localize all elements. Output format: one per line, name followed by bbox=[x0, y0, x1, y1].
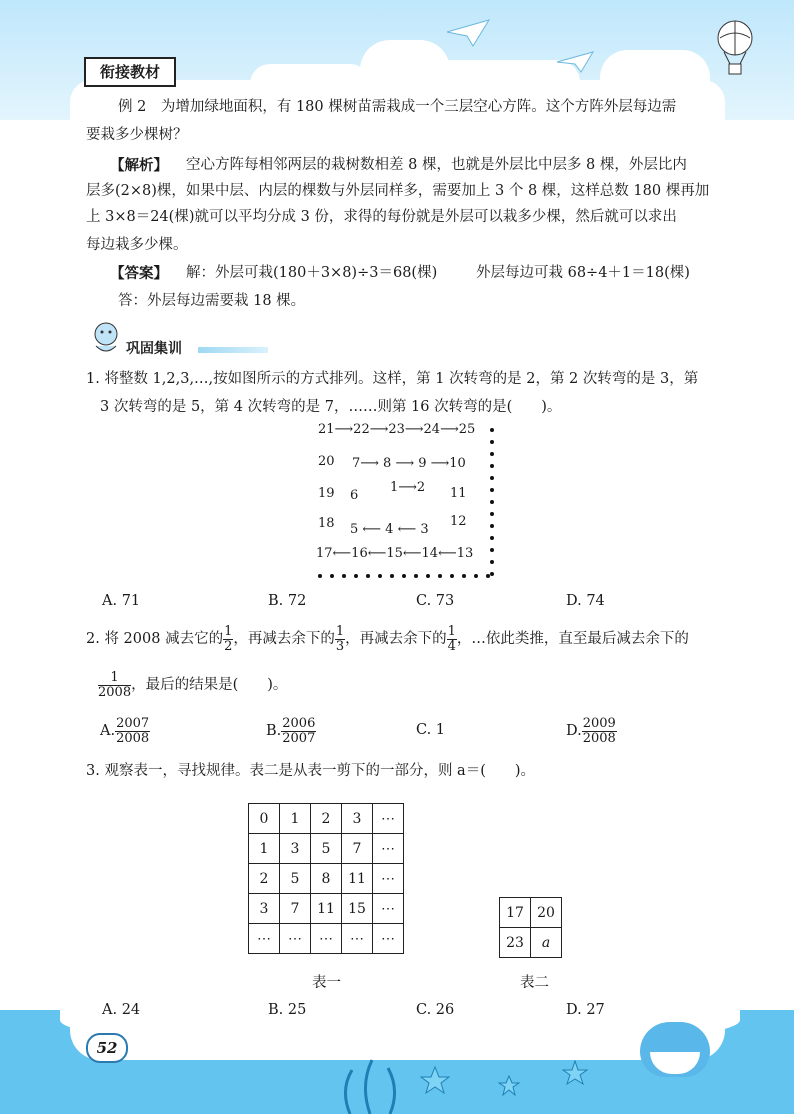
dot bbox=[490, 524, 494, 528]
answer-line: 外层每边可栽 68÷4＋1＝18(棵) bbox=[476, 265, 690, 281]
table-row bbox=[249, 894, 404, 924]
fraction-numerator: 1 bbox=[224, 623, 233, 639]
fraction bbox=[582, 717, 617, 746]
spiral-number: 18 bbox=[318, 516, 335, 531]
table-cell: 11 bbox=[311, 894, 342, 924]
table-cell: 0 bbox=[249, 804, 280, 834]
table-two bbox=[499, 897, 562, 958]
q2-text: ，再减去余下的 bbox=[233, 631, 335, 647]
dot bbox=[486, 574, 490, 578]
dot bbox=[330, 574, 334, 578]
q2-option[interactable] bbox=[566, 716, 617, 746]
table-cell: 2 bbox=[311, 804, 342, 834]
fraction-numerator: 2007 bbox=[116, 715, 150, 731]
q2-option[interactable] bbox=[100, 716, 150, 746]
table-cell: 3 bbox=[249, 894, 280, 924]
table-row bbox=[500, 898, 562, 928]
starfish-icon bbox=[562, 1060, 588, 1086]
q3-option[interactable]: C. 26 bbox=[416, 1002, 455, 1018]
dot bbox=[490, 488, 494, 492]
dot bbox=[438, 574, 442, 578]
section-underline bbox=[198, 347, 268, 353]
spiral-number: 19 bbox=[318, 486, 335, 501]
table-cell: ⋯ bbox=[373, 804, 404, 834]
dot bbox=[414, 574, 418, 578]
table-cell: 3 bbox=[342, 804, 373, 834]
dot bbox=[490, 464, 494, 468]
table-cell: 5 bbox=[311, 834, 342, 864]
dot bbox=[490, 428, 494, 432]
fraction-numerator: 1 bbox=[447, 623, 456, 639]
q2-text: ，…依此类推，直至最后减去余下的 bbox=[456, 631, 689, 647]
table-cell: 23 bbox=[500, 928, 531, 958]
example-line: 要栽多少棵树？ bbox=[86, 127, 188, 143]
table-cell: ⋯ bbox=[373, 834, 404, 864]
fraction-denominator: 2 bbox=[224, 638, 233, 654]
q2-text: ，再减去余下的 bbox=[345, 631, 447, 647]
question-1-line: 1. 将整数 1,2,3,…,按如图所示的方式排列。这样，第 1 次转弯的是 2，第 2 次转弯的是 3，第 bbox=[86, 371, 699, 387]
spiral-number: 12 bbox=[450, 514, 467, 529]
fraction-numerator: 1 bbox=[335, 623, 345, 639]
fraction-denominator: 4 bbox=[447, 638, 456, 654]
number-spiral bbox=[300, 418, 512, 588]
table-cell: ⋯ bbox=[373, 924, 404, 954]
fraction-denominator: 2008 bbox=[582, 730, 616, 746]
table-cell: 7 bbox=[342, 834, 373, 864]
fraction bbox=[223, 625, 233, 654]
table-row bbox=[249, 804, 404, 834]
dot bbox=[490, 476, 494, 480]
fraction-numerator: 2009 bbox=[582, 715, 616, 731]
table-row bbox=[249, 864, 404, 894]
q1-option[interactable]: C. 73 bbox=[416, 593, 455, 609]
q2-option[interactable]: C. 1 bbox=[416, 722, 446, 738]
table-cell: 5 bbox=[280, 864, 311, 894]
q2-text: ，最后的结果是( )。 bbox=[131, 677, 288, 693]
dot bbox=[490, 572, 494, 576]
dot bbox=[490, 500, 494, 504]
spiral-row: 7⟶ 8 ⟶ 9 ⟶10 bbox=[352, 456, 466, 471]
spiral-number: 11 bbox=[450, 486, 467, 501]
table-row bbox=[500, 928, 562, 958]
dot bbox=[390, 574, 394, 578]
paper-plane-icon bbox=[445, 18, 491, 48]
paper-plane-icon bbox=[555, 48, 595, 74]
spiral-row: 21⟶22⟶23⟶24⟶25 bbox=[318, 422, 476, 437]
question-2-line bbox=[98, 670, 287, 700]
question-1-line: 3 次转弯的是 5，第 4 次转弯的是 7，……则第 16 次转弯的是( )。 bbox=[100, 399, 562, 415]
table-one bbox=[248, 803, 404, 954]
fraction bbox=[281, 717, 316, 746]
analysis-label: 【解析】 bbox=[110, 157, 168, 174]
spiral-row: 5 ⟵ 4 ⟵ 3 bbox=[350, 522, 429, 537]
page-number: 52 bbox=[86, 1033, 128, 1063]
table-cell: ⋯ bbox=[311, 924, 342, 954]
answer-label: 【答案】 bbox=[110, 265, 168, 282]
spiral-row: 17⟵16⟵15⟵14⟵13 bbox=[316, 546, 474, 561]
table-cell: 20 bbox=[531, 898, 562, 928]
q1-option[interactable]: D. 74 bbox=[566, 593, 605, 609]
q1-option[interactable]: B. 72 bbox=[268, 593, 307, 609]
dot bbox=[354, 574, 358, 578]
analysis-line: 空心方阵每相邻两层的栽树数相差 8 棵，也就是外层比中层多 8 棵，外层比内 bbox=[186, 157, 687, 173]
dot bbox=[402, 574, 406, 578]
starfish-icon bbox=[498, 1075, 520, 1097]
answer-line: 解：外层可栽(180＋3×8)÷3＝68(棵) bbox=[186, 265, 438, 281]
table-cell: 2 bbox=[249, 864, 280, 894]
q3-option[interactable]: A. 24 bbox=[102, 1002, 141, 1018]
dot bbox=[490, 440, 494, 444]
dot bbox=[490, 560, 494, 564]
analysis-line: 上 3×8＝24(棵)就可以平均分成 3 份，求得的每份就是外层可以栽多少棵，然后就可以求出 bbox=[86, 209, 677, 225]
fraction bbox=[335, 625, 345, 654]
section-title: 巩固集训 bbox=[126, 341, 182, 357]
table-cell: ⋯ bbox=[249, 924, 280, 954]
fraction-numerator: 2006 bbox=[282, 715, 316, 731]
option-label: B. bbox=[266, 723, 282, 739]
fraction bbox=[115, 717, 150, 746]
table-cell: 1 bbox=[280, 804, 311, 834]
dot bbox=[490, 512, 494, 516]
q3-option[interactable]: B. 25 bbox=[268, 1002, 307, 1018]
q2-text: 2. 将 2008 减去它的 bbox=[86, 631, 224, 647]
table-cell: ⋯ bbox=[342, 924, 373, 954]
q1-option[interactable]: A. 71 bbox=[102, 593, 141, 609]
dot bbox=[462, 574, 466, 578]
dot bbox=[490, 536, 494, 540]
analysis-line: 层多(2×8)棵，如果中层、内层的棵数与外层同样多，需要加上 3 个 8 棵，这样总数 180 棵再加 bbox=[86, 183, 710, 199]
table-cell: ⋯ bbox=[280, 924, 311, 954]
table-cell: 15 bbox=[342, 894, 373, 924]
dot bbox=[450, 574, 454, 578]
option-label: A. bbox=[100, 723, 116, 739]
hot-air-balloon-icon bbox=[712, 18, 758, 78]
example-line: 例 2 为增加绿地面积，有 180 棵树苗需栽成一个三层空心方阵。这个方阵外层每边需 bbox=[118, 99, 677, 115]
fraction bbox=[447, 625, 457, 654]
table-cell: 3 bbox=[280, 834, 311, 864]
wave-shape bbox=[60, 990, 740, 1050]
q2-option[interactable] bbox=[266, 716, 316, 746]
dot bbox=[474, 574, 478, 578]
table-row bbox=[249, 924, 404, 954]
table-row bbox=[249, 834, 404, 864]
analysis-line: 每边栽多少棵。 bbox=[86, 237, 188, 253]
spiral-row: 1⟶2 bbox=[390, 480, 426, 495]
dot bbox=[490, 548, 494, 552]
table-cell: ⋯ bbox=[373, 864, 404, 894]
table-cell: ⋯ bbox=[373, 894, 404, 924]
squirrel-mascot-icon bbox=[86, 316, 126, 356]
fraction-denominator: 2007 bbox=[282, 730, 316, 746]
fraction-denominator: 3 bbox=[335, 638, 345, 654]
dot bbox=[318, 574, 322, 578]
table-cell: 11 bbox=[342, 864, 373, 894]
fraction-numerator: 1 bbox=[98, 671, 131, 686]
dot bbox=[342, 574, 346, 578]
header-tag: 衔接教材 bbox=[84, 57, 176, 87]
option-label: D. bbox=[566, 723, 582, 739]
seaweed-icon bbox=[340, 1050, 410, 1114]
table-cell: 7 bbox=[280, 894, 311, 924]
question-2-line bbox=[86, 624, 689, 654]
starfish-icon bbox=[420, 1065, 450, 1095]
fraction-denominator: 2008 bbox=[98, 684, 132, 700]
table-cell: a bbox=[531, 928, 562, 958]
q3-option[interactable]: D. 27 bbox=[566, 1002, 605, 1018]
table-one-caption: 表一 bbox=[312, 975, 341, 991]
fraction-denominator: 2008 bbox=[116, 730, 150, 746]
table-two-caption: 表二 bbox=[520, 975, 549, 991]
dot bbox=[490, 452, 494, 456]
dot bbox=[378, 574, 382, 578]
fraction bbox=[98, 671, 131, 700]
answer-line: 答：外层每边需要栽 18 棵。 bbox=[118, 293, 306, 309]
table-cell: 8 bbox=[311, 864, 342, 894]
question-3-line: 3. 观察表一，寻找规律。表二是从表一剪下的一部分，则 a＝( )。 bbox=[86, 763, 536, 779]
spiral-number: 6 bbox=[350, 488, 359, 503]
table-cell: 1 bbox=[249, 834, 280, 864]
dot bbox=[426, 574, 430, 578]
table-cell: 17 bbox=[500, 898, 531, 928]
dot bbox=[366, 574, 370, 578]
spiral-number: 20 bbox=[318, 454, 335, 469]
